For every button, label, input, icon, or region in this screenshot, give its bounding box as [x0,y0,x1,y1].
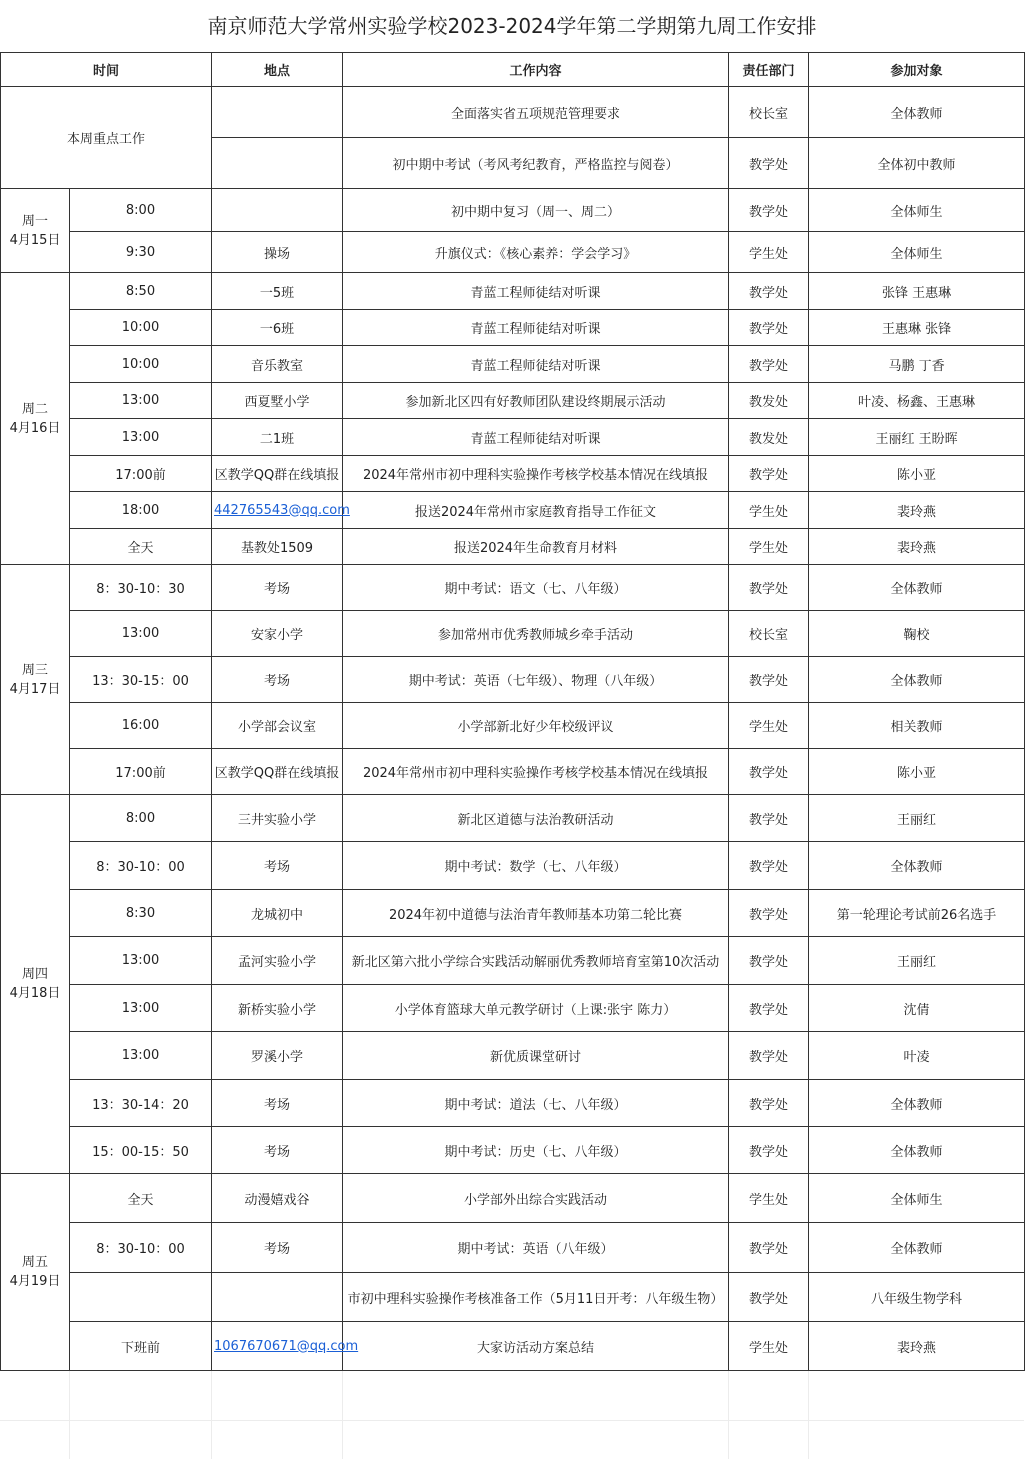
cell-target: 全体教师 [809,1080,1025,1127]
cell-dept: 教学处 [729,565,809,611]
cell-target: 马鹏 丁香 [809,346,1025,383]
cell-target: 叶凌 [809,1032,1025,1080]
cell-place: 基教处1509 [212,529,343,565]
table-row [1,419,1025,456]
cell-dept: 教学处 [729,189,809,232]
cell-target: 叶凌、杨鑫、王惠琳 [809,383,1025,419]
cell-time: 13:00 [70,419,212,456]
grid-line [211,1371,212,1459]
day-date: 4月15日 [9,232,61,248]
cell-dept: 学生处 [729,703,809,749]
cell-dept: 教学处 [729,1223,809,1273]
table-row [1,1174,1025,1223]
cell-content: 青蓝工程师徒结对听课 [343,419,729,456]
cell-time: 13:00 [70,383,212,419]
table-row [1,456,1025,492]
table-row [1,842,1025,890]
header-row [1,53,1025,87]
cell-place: 考场 [212,565,343,611]
table-row [1,890,1025,937]
cell-place: 罗溪小学 [212,1032,343,1080]
cell-place: 区教学QQ群在线填报 [212,749,343,795]
email-link[interactable]: 1067670671@qq.com [214,1338,359,1354]
cell-target: 全体教师 [809,565,1025,611]
cell-content: 参加新北区四有好教师团队建设终期展示活动 [343,383,729,419]
cell-content: 升旗仪式：《核心素养：学会学习》 [343,232,729,273]
cell-place: 二1班 [212,419,343,456]
cell-content: 参加常州市优秀教师城乡牵手活动 [343,611,729,657]
table-row [1,703,1025,749]
cell-content: 小学部新北好少年校级评议 [343,703,729,749]
cell-content: 青蓝工程师徒结对听课 [343,346,729,383]
cell-place: 新桥实验小学 [212,985,343,1032]
cell-content: 青蓝工程师徒结对听课 [343,273,729,310]
table-row [1,611,1025,657]
cell-content: 全面落实省五项规范管理要求 [343,87,729,138]
cell-place: 考场 [212,842,343,890]
cell-time: 9:30 [70,232,212,273]
cell-time: 18:00 [70,492,212,529]
cell-dept: 学生处 [729,1174,809,1223]
cell-place: 一5班 [212,273,343,310]
cell-time: 17:00前 [70,456,212,492]
cell-place: 考场 [212,1127,343,1174]
cell-content: 报送2024年生命教育月材料 [343,529,729,565]
header-place: 地点 [212,53,343,87]
day-cell [1,1174,70,1371]
cell-dept: 教发处 [729,419,809,456]
cell-time: 13:00 [70,985,212,1032]
cell-content: 新北区道德与法治教研活动 [343,795,729,842]
cell-target: 全体师生 [809,189,1025,232]
day-date: 4月19日 [9,1274,61,1289]
cell-content: 新北区第六批小学综合实践活动解丽优秀教师培育室第10次活动 [343,937,729,985]
cell-place [212,189,343,232]
cell-time: 13:00 [70,1032,212,1080]
cell-dept: 学生处 [729,232,809,273]
cell-time: 16:00 [70,703,212,749]
cell-dept: 教学处 [729,456,809,492]
cell-time: 13:00 [70,611,212,657]
cell-target: 全体师生 [809,1174,1025,1223]
cell-dept: 教学处 [729,1032,809,1080]
day-name: 周二 [21,401,48,417]
cell-content: 2024年常州市初中理科实验操作考核学校基本情况在线填报 [343,749,729,795]
table-row [1,1080,1025,1127]
header-dept: 责任部门 [729,53,809,87]
cell-target: 沈倩 [809,985,1025,1032]
cell-time: 8:00 [70,795,212,842]
cell-dept: 学生处 [729,1322,809,1371]
cell-target: 王丽红 [809,937,1025,985]
cell-content: 2024年常州市初中理科实验操作考核学校基本情况在线填报 [343,456,729,492]
grid-line [808,1371,809,1459]
table-row [1,310,1025,346]
cell-content: 初中期中复习（周一、周二） [343,189,729,232]
cell-time: 8：30-10：30 [70,565,212,611]
cell-target: 王丽红 [809,795,1025,842]
table-row [1,232,1025,273]
cell-dept: 学生处 [729,492,809,529]
cell-dept: 学生处 [729,529,809,565]
table-row [1,795,1025,842]
cell-time: 8:50 [70,273,212,310]
cell-place: 区教学QQ群在线填报 [212,456,343,492]
header-time: 时间 [1,53,212,87]
cell-dept: 教学处 [729,795,809,842]
table-row [1,492,1025,529]
cell-place: 小学部会议室 [212,703,343,749]
day-cell [1,273,70,565]
cell-dept: 教学处 [729,1127,809,1174]
cell-dept: 教学处 [729,657,809,703]
cell-content: 报送2024年常州市家庭教育指导工作征文 [343,492,729,529]
cell-content: 期中考试：道法（七、八年级） [343,1080,729,1127]
cell-dept: 教学处 [729,1080,809,1127]
cell-place: 操场 [212,232,343,273]
cell-dept: 校长室 [729,87,809,138]
cell-content: 期中考试：英语（七年级）、物理（八年级） [343,657,729,703]
cell-target: 全体教师 [809,1223,1025,1273]
cell-place: 安家小学 [212,611,343,657]
cell-place: 动漫嬉戏谷 [212,1174,343,1223]
cell-time: 8:30 [70,890,212,937]
day-cell [1,795,70,1174]
cell-target: 相关教师 [809,703,1025,749]
cell-target: 全体教师 [809,87,1025,138]
cell-target: 陈小亚 [809,456,1025,492]
cell-time: 17:00前 [70,749,212,795]
cell-place [212,138,343,189]
day-date: 4月16日 [9,420,61,436]
cell-content: 期中考试：数学（七、八年级） [343,842,729,890]
cell-dept: 教学处 [729,937,809,985]
cell-content: 初中期中考试（考风考纪教育，严格监控与阅卷） [343,138,729,189]
empty-grid-area [0,1371,1024,1459]
cell-dept: 教学处 [729,310,809,346]
table-row [1,1322,1025,1371]
day-name: 周五 [21,1255,48,1270]
table-row [1,565,1025,611]
day-name: 周一 [21,213,48,229]
cell-target: 全体初中教师 [809,138,1025,189]
cell-target: 裴玲燕 [809,529,1025,565]
cell-time: 10:00 [70,310,212,346]
cell-target: 王丽红 王盼晖 [809,419,1025,456]
table-row [1,1273,1025,1322]
cell-target: 张锋 王惠琳 [809,273,1025,310]
table-row [1,985,1025,1032]
cell-content: 市初中理科实验操作考核准备工作（5月11日开考：八年级生物） [343,1273,729,1322]
cell-content: 小学部外出综合实践活动 [343,1174,729,1223]
cell-dept: 教学处 [729,842,809,890]
cell-target: 王惠琳 张锋 [809,310,1025,346]
table-row [1,657,1025,703]
cell-content: 青蓝工程师徒结对听课 [343,310,729,346]
cell-time: 15：00-15：50 [70,1127,212,1174]
cell-content: 期中考试：历史（七、八年级） [343,1127,729,1174]
email-link[interactable]: 442765543@qq.com [214,502,350,518]
cell-content: 2024年初中道德与法治青年教师基本功第二轮比赛 [343,890,729,937]
cell-place: 三井实验小学 [212,795,343,842]
table-row [1,749,1025,795]
cell-dept: 教学处 [729,985,809,1032]
cell-target: 陈小亚 [809,749,1025,795]
cell-time: 下班前 [70,1322,212,1371]
cell-time: 全天 [70,1174,212,1223]
grid-line [0,1420,1024,1421]
cell-target: 全体师生 [809,232,1025,273]
cell-time: 13:00 [70,937,212,985]
cell-place: 一6班 [212,310,343,346]
day-name: 周三 [21,662,48,678]
cell-time [70,1273,212,1322]
cell-content: 大家访活动方案总结 [343,1322,729,1371]
cell-dept: 教学处 [729,346,809,383]
cell-content: 小学体育篮球大单元教学研讨（上课:张宇 陈力） [343,985,729,1032]
table-row [1,529,1025,565]
cell-dept: 教学处 [729,890,809,937]
header-target: 参加对象 [809,53,1025,87]
table-row [1,1127,1025,1174]
day-date: 4月17日 [9,681,61,697]
cell-dept: 教发处 [729,383,809,419]
cell-dept: 教学处 [729,749,809,795]
cell-content: 新优质课堂研讨 [343,1032,729,1080]
cell-place: 考场 [212,1080,343,1127]
cell-place [212,1273,343,1322]
cell-target: 全体教师 [809,657,1025,703]
cell-time: 全天 [70,529,212,565]
day-cell [1,565,70,795]
page-title: 南京师范大学常州实验学校2023-2024学年第二学期第九周工作安排 [207,14,817,38]
cell-time: 8:00 [70,189,212,232]
cell-target: 全体教师 [809,842,1025,890]
cell-place: 西夏墅小学 [212,383,343,419]
table-row [1,937,1025,985]
schedule-table [0,52,1025,1371]
cell-dept: 教学处 [729,1273,809,1322]
header-content: 工作内容 [343,53,729,87]
cell-target: 裴玲燕 [809,492,1025,529]
cell-target: 第一轮理论考试前26名选手 [809,890,1025,937]
cell-place: 考场 [212,1223,343,1273]
cell-time: 8：30-10：00 [70,1223,212,1273]
grid-line [69,1371,70,1459]
table-row [1,1032,1025,1080]
cell-dept: 校长室 [729,611,809,657]
cell-place [212,492,350,529]
grid-line [342,1371,343,1459]
table-row [1,346,1025,383]
cell-time: 13：30-15：00 [70,657,212,703]
day-name: 周四 [21,967,48,982]
cell-place [212,87,343,138]
cell-place: 音乐教室 [212,346,343,383]
cell-target: 鞠校 [809,611,1025,657]
cell-target: 八年级生物学科 [809,1273,1025,1322]
cell-dept: 教学处 [729,273,809,310]
table-row [1,189,1025,232]
cell-time: 10:00 [70,346,212,383]
table-row [1,383,1025,419]
cell-place: 孟河实验小学 [212,937,343,985]
cell-content: 期中考试：语文（七、八年级） [343,565,729,611]
cell-target: 全体教师 [809,1127,1025,1174]
cell-time: 13：30-14：20 [70,1080,212,1127]
grid-line [728,1371,729,1459]
cell-target: 裴玲燕 [809,1322,1025,1371]
cell-dept: 教学处 [729,138,809,189]
day-cell [1,189,70,273]
cell-place: 考场 [212,657,343,703]
cell-content: 期中考试：英语（八年级） [343,1223,729,1273]
cell-time: 8：30-10：00 [70,842,212,890]
day-date: 4月18日 [9,986,61,1001]
table-row [1,1223,1025,1273]
table-row [1,87,1025,138]
table-row [1,273,1025,310]
cell-place: 龙城初中 [212,890,343,937]
key-work-label: 本周重点工作 [1,87,212,189]
cell-place [212,1322,359,1371]
